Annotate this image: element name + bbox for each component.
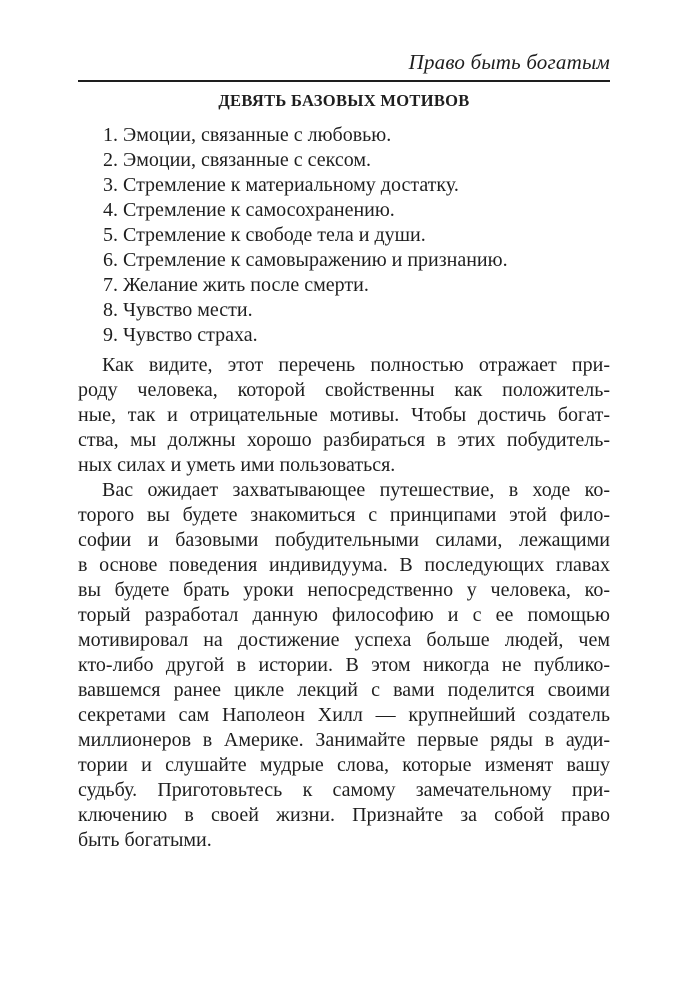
text-line: вавшемся ранее цикле лекций с вами поделится своими	[78, 679, 610, 701]
body-text	[78, 353, 610, 853]
list-item: 1. Эмоции, связанные с любовью.	[103, 124, 392, 146]
text-line: кто-либо другой в истории. В этом никогда не публико-	[78, 654, 610, 676]
list-item: 3. Стремление к материальному достатку.	[103, 174, 459, 196]
section-title: ДЕВЯТЬ БАЗОВЫХ МОТИВОВ	[218, 91, 470, 110]
list-item: 8. Чувство мести.	[103, 299, 253, 321]
text-line: ных силах и уметь ими пользоваться.	[78, 454, 396, 476]
list-item: 9. Чувство страха.	[103, 324, 258, 346]
text-line: роду человека, которой свойственны как положитель-	[78, 379, 610, 401]
text-line: в основе поведения индивидуума. В последующих главах	[78, 554, 610, 576]
list-item: 4. Стремление к самосохранению.	[103, 199, 395, 221]
text-line: Вас ожидает захватывающее путешествие, в ходе ко-	[102, 479, 610, 501]
text-line: торый разработал данную философию и с ее помощью	[78, 604, 610, 626]
list-item: 5. Стремление к свободе тела и души.	[103, 224, 426, 246]
running-head: Право быть богатым	[408, 50, 610, 74]
text-line: Как видите, этот перечень полностью отражает при-	[102, 354, 610, 376]
text-line: ства, мы должны хорошо разбираться в этих побудитель-	[78, 429, 610, 451]
text-line: торого вы будете знакомиться с принципами этой фило-	[78, 504, 610, 526]
list-item: 7. Желание жить после смерти.	[103, 274, 369, 296]
text-line: ключению в своей жизни. Признайте за собой право	[78, 804, 610, 826]
list-item: 2. Эмоции, связанные с сексом.	[103, 149, 371, 171]
text-line: мотивировал на достижение успеха больше людей, чем	[78, 629, 610, 651]
text-line: вы будете брать уроки непосредственно у человека, ко-	[78, 579, 610, 601]
text-line: ные, так и отрицательные мотивы. Чтобы достичь богат-	[78, 404, 610, 426]
text-line: софии и базовыми побудительными силами, лежащими	[78, 529, 610, 551]
text-line: секретами сам Наполеон Хилл — крупнейший создатель	[78, 704, 610, 726]
paragraph-conclusion	[78, 353, 610, 478]
text-line: тории и слушайте мудрые слова, которые изменят вашу	[78, 754, 610, 776]
header-divider	[78, 80, 610, 82]
paragraph-journey	[78, 478, 610, 853]
text-line: быть богатыми.	[78, 829, 212, 851]
text-line: судьбу. Приготовьтесь к самому замечательному при-	[78, 779, 610, 801]
list-item: 6. Стремление к самовыражению и признанию.	[103, 249, 508, 271]
text-line: миллионеров в Америке. Занимайте первые ряды в ауди-	[78, 729, 610, 751]
motives-list	[103, 123, 613, 348]
